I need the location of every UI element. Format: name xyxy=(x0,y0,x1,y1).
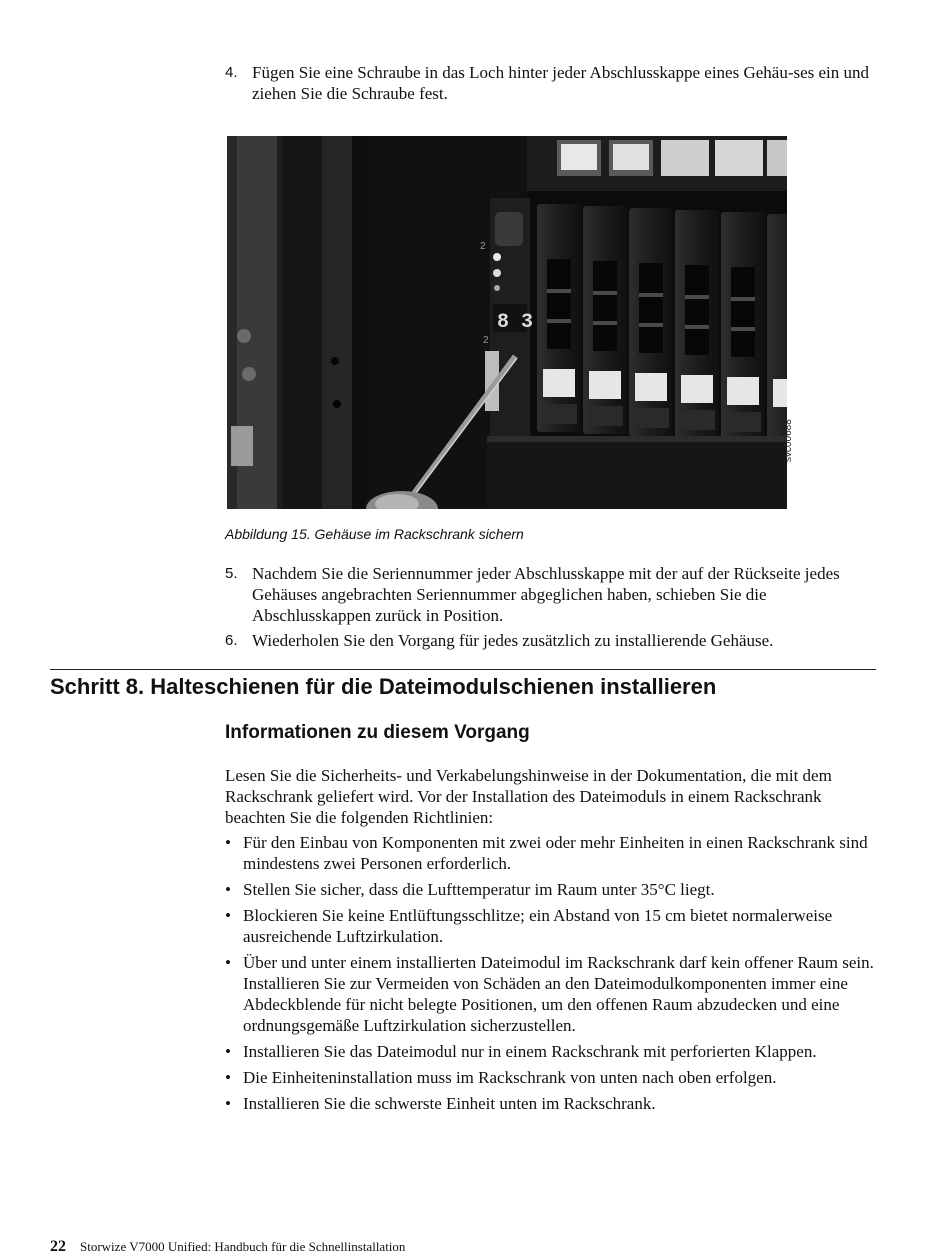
step-number: 5. xyxy=(225,565,238,582)
svg-text:2: 2 xyxy=(483,335,489,346)
display-digits: 8 3 xyxy=(497,311,534,334)
list-item-text: Über und unter einem installierten Dateimodul im Rackschrank darf kein offener Raum sein. Installieren Sie zur Vermeiden von Schäden an den Dateimodulkomponenten immer eine Abdeckblende für nicht belegte Positionen, um den offenen Raum abzudecken und eine ordnungsgemäße Luftzirkulation sicherzustellen. xyxy=(243,953,874,1035)
figure-caption: Abbildung 15. Gehäuse im Rackschrank sichern xyxy=(225,526,524,542)
intro-paragraph: Lesen Sie die Sicherheits- und Verkabelungshinweise in der Dokumentation, die mit dem Rackschrank geliefert wird. Vor der Installation des Dateimoduls in einem Rackschrank beachten Sie die folgenden Richtlinien: xyxy=(225,766,832,827)
section-title: Schritt 8. Halteschienen für die Dateimodulschienen installieren xyxy=(50,674,717,699)
list-item: • Stellen Sie sicher, dass die Lufttemperatur im Raum unter 35°C liegt. xyxy=(225,880,715,899)
section-divider xyxy=(50,669,876,670)
step-6 xyxy=(225,630,880,651)
step-text: Wiederholen Sie den Vorgang für jedes zusätzlich zu installierende Gehäuse. xyxy=(252,631,774,650)
list-item-text: Installieren Sie das Dateimodul nur in einem Rackschrank mit perforierten Klappen. xyxy=(243,1042,817,1061)
footer-title: Storwize V7000 Unified: Handbuch für die Schnellinstallation xyxy=(80,1239,406,1254)
list-item: • Blockieren Sie keine Entlüftungsschlitze; ein Abstand von 15 cm bietet normalerweise ausreichende Luftzirkulation. xyxy=(225,906,833,946)
list-item-text: Für den Einbau von Komponenten mit zwei oder mehr Einheiten in einen Rackschrank sind mindestens zwei Personen erforderlich. xyxy=(243,833,868,873)
step-5 xyxy=(225,563,880,626)
image-identifier: svc00688 xyxy=(783,419,794,462)
list-item-text: Die Einheiteninstallation muss im Rackschrank von unten nach oben erfolgen. xyxy=(243,1068,777,1087)
list-item: • Für den Einbau von Komponenten mit zwei oder mehr Einheiten in einen Rackschrank sind mindestens zwei Personen erforderlich. xyxy=(225,833,868,873)
svg-text:2: 2 xyxy=(480,241,486,252)
guidelines-list xyxy=(225,832,880,1119)
page-footer xyxy=(50,1238,405,1256)
list-item-text: Installieren Sie die schwerste Einheit unten im Rackschrank. xyxy=(243,1094,656,1113)
rack-photo xyxy=(227,136,787,509)
step-number: 4. xyxy=(225,64,238,81)
section-subtitle: Informationen zu diesem Vorgang xyxy=(225,722,530,743)
rack-photo-illustration xyxy=(227,136,787,509)
list-item-text: Blockieren Sie keine Entlüftungsschlitze; ein Abstand von 15 cm bietet normalerweise ausreichende Luftzirkulation. xyxy=(243,906,833,946)
list-item: • Über und unter einem installierten Dateimodul im Rackschrank darf kein offener Raum sein. Installieren Sie zur Vermeiden von Schäden an den Dateimodulkomponenten immer eine Abdeckblende für nicht belegte Positionen, um den offenen Raum abzudecken und eine ordnungsgemäße Luftzirkulation sicherzustellen. xyxy=(225,953,874,1035)
drive-bays xyxy=(537,204,787,442)
list-item-text: Stellen Sie sicher, dass die Lufttemperatur im Raum unter 35°C liegt. xyxy=(243,880,715,899)
step-text: Fügen Sie eine Schraube in das Loch hinter jeder Abschlusskappe eines Gehäu-ses ein und ziehen Sie die Schraube fest. xyxy=(252,63,870,103)
list-item: • Installieren Sie das Dateimodul nur in einem Rackschrank mit perforierten Klappen. xyxy=(225,1042,817,1061)
step-number: 6. xyxy=(225,632,238,649)
list-item: • Installieren Sie die schwerste Einheit unten im Rackschrank. xyxy=(225,1094,656,1113)
step-4 xyxy=(225,62,880,104)
page-number: 22 xyxy=(50,1238,66,1255)
list-item: • Die Einheiteninstallation muss im Rackschrank von unten nach oben erfolgen. xyxy=(225,1068,777,1087)
step-text: Nachdem Sie die Seriennummer jeder Abschlusskappe mit der auf der Rückseite jedes Gehäuses angebrachten Seriennummer abgeglichen haben, schieben Sie die Abschlusskappen zurück in Position. xyxy=(252,564,840,625)
